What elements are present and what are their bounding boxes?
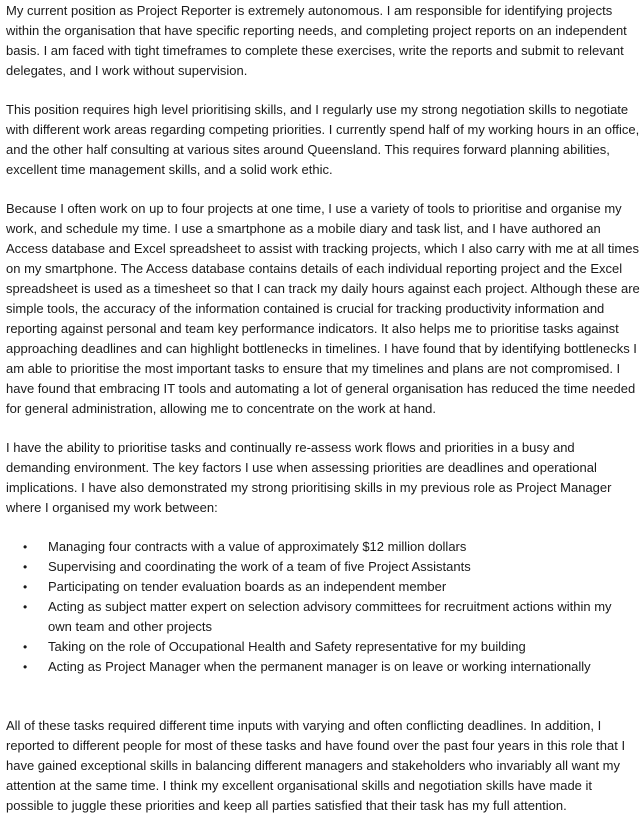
text-line: on my smartphone. The Access database contains details of each individual reporting project and the Excel: [6, 261, 623, 276]
paragraph: [6, 1, 627, 81]
bullet-point-icon: •: [23, 600, 28, 614]
text-line: reported to different people for most of these tasks and have found over the past four years in this role that I: [6, 738, 626, 753]
text-line: approaching deadlines and can highlight bottlenecks in timelines. I have found that by identifying bottlenecks I: [6, 341, 637, 356]
text-line: Participating on tender evaluation boards as an independent member: [48, 579, 447, 594]
text-line: Supervising and coordinating the work of a team of five Project Assistants: [48, 559, 471, 574]
text-line: simple tools, the accuracy of the information contained is crucial for tracking productivity information and: [6, 301, 605, 316]
paragraph: [6, 438, 612, 518]
text-line: My current position as Project Reporter is extremely autonomous. I am responsible for identifying projects: [6, 3, 613, 18]
list-item: [6, 577, 560, 597]
text-line: I have the ability to prioritise tasks and continually re-assess work flows and priorities in a busy and: [6, 440, 575, 455]
text-line: demanding environment. The key factors I use when assessing priorities are deadlines and operational: [6, 460, 597, 475]
text-line: work, and schedule my time. I use a smartphone as a mobile diary and task list, and I have authored an: [6, 221, 601, 236]
list-item: [6, 597, 612, 637]
bullet-point-icon: •: [23, 540, 28, 554]
bullet-point-icon: •: [23, 580, 28, 594]
responsibilities-list: [6, 537, 612, 677]
closing-paragraph: [6, 716, 626, 816]
text-line: Taking on the role of Occupational Health and Safety representative for my building: [48, 639, 526, 654]
text-line: with different work areas regarding competing priorities. I currently spend half of my working hours in an office,: [6, 122, 640, 137]
text-line: excellent time management skills, and a solid work ethic.: [6, 162, 333, 177]
text-line: where I organised my work between:: [6, 500, 218, 515]
text-line: Access database and Excel spreadsheet to assist with tracking projects, which I also carry with me at all times: [6, 241, 639, 256]
text-line: basis. I am faced with tight timeframes to complete these exercises, write the reports and submit to relevant: [6, 43, 624, 58]
list-item: [6, 657, 591, 677]
text-line: possible to juggle these priorities and keep all parties satisfied that their task has my full attention.: [6, 798, 567, 813]
text-line: implications. I have also demonstrated my strong prioritising skills in my previous role as Project Manager: [6, 480, 612, 495]
text-line: Acting as Project Manager when the permanent manager is on leave or working internationally: [48, 659, 591, 674]
text-line: Managing four contracts with a value of approximately $12 million dollars: [48, 539, 467, 554]
text-line: Acting as subject matter expert on selection advisory committees for recruitment actions within my: [48, 599, 612, 614]
list-item: [6, 537, 560, 557]
text-line: and the other half consulting at various sites around Queensland. This requires forward planning abilities,: [6, 142, 610, 157]
text-line: spreadsheet is used as a timesheet so that I can track my daily hours against each project. Although these are: [6, 281, 640, 296]
text-line: have found that embracing IT tools and automating a lot of general organisation has reduced the time needed: [6, 381, 636, 396]
bullet-point-icon: •: [23, 660, 28, 674]
text-line: for general administration, allowing me to concentrate on the work at hand.: [6, 401, 436, 416]
list-item: [6, 557, 560, 577]
text-line: have gained exceptional skills in balancing different managers and stakeholders who invariably all want my: [6, 758, 621, 773]
bullet-point-icon: •: [23, 560, 28, 574]
text-line: Because I often work on up to four projects at one time, I use a variety of tools to prioritise and organise my: [6, 201, 622, 216]
list-item: [6, 637, 560, 657]
text-line: within the organisation that have specific reporting needs, and completing project reports on an independent: [6, 23, 627, 38]
text-line: attention at the same time. I think my excellent organisational skills and negotiation skills have made it: [6, 778, 593, 793]
text-line: am able to prioritise the most important tasks to ensure that my timelines and plans are not compromised. I: [6, 361, 621, 376]
text-line: own team and other projects: [48, 619, 213, 634]
text-line: All of these tasks required different time inputs with varying and often conflicting deadlines. In addition, I: [6, 718, 602, 733]
text-line: reporting against personal and team key performance indicators. It also helps me to prioritise tasks against: [6, 321, 619, 336]
text-line: This position requires high level prioritising skills, and I regularly use my strong negotiation skills to negotiate: [6, 102, 629, 117]
text-line: delegates, and I work without supervision.: [6, 63, 248, 78]
paragraph: [6, 100, 640, 180]
paragraph: [6, 199, 640, 419]
bullet-point-icon: •: [23, 640, 28, 654]
body-paragraphs: [6, 1, 640, 518]
